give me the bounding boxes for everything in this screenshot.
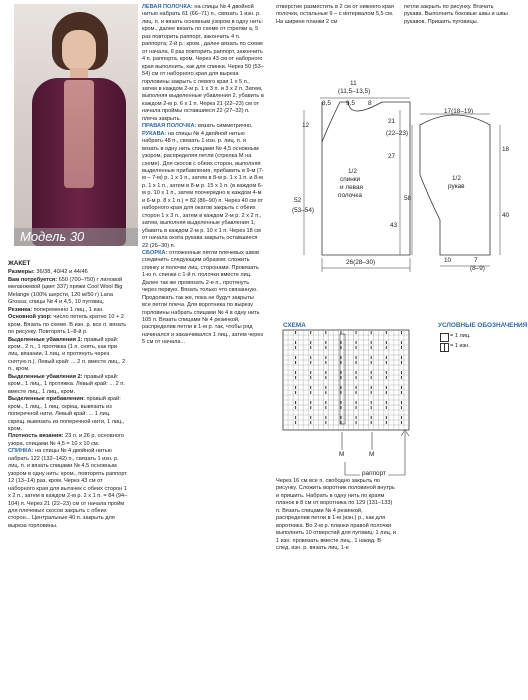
purl-mark [340,341,341,344]
purl-mark [401,421,402,424]
purl-mark [325,371,326,374]
sleeve-top-label: 17(18–19) [444,108,474,115]
body-bottom-label: 26(28–30) [346,259,376,266]
pattern-text: число петель кратно 10 + 2 кром. Вязать по схеме. В изн. р. все п. вязать по рисунку. Повторять 1–8-й р. [8,314,127,336]
legend-knit-box [440,333,449,342]
body-left-label-2: (53–54) [292,207,315,214]
purl-mark [386,416,387,419]
purl-mark [386,421,387,424]
purl-mark [310,386,311,389]
purl-mark [340,376,341,379]
purl-mark [356,371,357,374]
purl-mark [295,421,296,424]
purl-mark [295,406,296,409]
purl-mark [356,401,357,404]
assembly-text: отложенные петли плечевых швов соединить следующим образом: сложить спинку и полочки лиц. сторонами. Провязать 1-ю п. спинки с 1-й п. полочки вместе лиц. Далее так же провязать 2-е п., протянуть через первую. Вязать только что связанную. Продолжать так же, пока не будут закрыты все петли плеча. Для воротника по вырезу горловины набрать спицами № 4 в одну нить 105 п. Вязать спицами № 4 резинкой, распределив петли в 1-м р. так, чтобы ряд начинался и заканчивался 1 лиц., затем через 5 см от начала... [142,249,263,346]
purl-mark [310,401,311,404]
dec2-text: правый край: кром., 1 лиц., 1 протяжка. Левый край: ... 2 п. вместе лиц., 1 лиц., кром. [8,373,125,395]
purl-mark [356,421,357,424]
purl-mark [295,331,296,334]
purl-mark [371,371,372,374]
purl-mark [340,371,341,374]
sleeve-length-label: 40 [502,212,510,219]
purl-mark [401,416,402,419]
purl-mark [356,331,357,334]
purl-mark [295,401,296,404]
purl-mark [401,376,402,379]
body-rightw-label: 8 [368,100,372,107]
body-center-2: спинки [340,176,361,183]
purl-mark [371,341,372,344]
purl-mark [401,406,402,409]
sleeve-bottom-2: 7 [474,257,478,264]
body-center-3: и левая [340,184,363,191]
purl-mark [310,331,311,334]
purl-mark [386,376,387,379]
purl-mark [295,391,296,394]
purl-mark [371,361,372,364]
purl-mark [310,356,311,359]
purl-mark [371,376,372,379]
purl-mark [371,331,372,334]
purl-mark [325,406,326,409]
purl-mark [356,376,357,379]
purl-mark [295,376,296,379]
body-neck-label: 12 [302,122,310,129]
purl-mark [340,401,341,404]
purl-mark [371,391,372,394]
body-arm-label-1: 21 [388,118,396,125]
sleeve-cap-label: 18 [502,146,510,153]
purl-mark [325,341,326,344]
purl-mark [386,331,387,334]
left-front-text: на спицы № 4 двойной нитью набрать 61 (66–71) п., связать 1 изн. р. лиц. п. и вязать основным узором в одну нить: кром., далее вязать по схеме от стрелки а, 5 раз повторить раппорт, закончить 4 п. раппорта; 2-й р.: кром., далее вязать по схеме от начала, 6 раз повторить раппорт, закончить 4 п. раппорта, кром. Через 43 см от наборного края выполнить, как для спинки. Через 50 (53–54) см от наборного края для выреза горловины закрыть с левого края 1 х 5 п., затем в каждом 2-м р. 1 х 3 п. и 3 х 2 п. Затем, выполняя выделенные убавления 2, убавить в каждом 2-м р. 6 х 1 п. Через 21 (22–23) см от начала проймы оставшиеся 22 (27–32) п. плеча закрыть. [142,4,264,122]
purl-mark [295,386,296,389]
purl-mark [386,356,387,359]
purl-mark [356,346,357,349]
purl-mark [340,331,341,334]
purl-mark [310,371,311,374]
purl-mark [356,341,357,344]
purl-mark [325,421,326,424]
purl-mark [295,416,296,419]
purl-mark [386,386,387,389]
purl-mark [310,391,311,394]
dec1-label: Выделенные убавления 1: [8,336,83,343]
purl-mark [310,406,311,409]
purl-mark [325,416,326,419]
purl-mark [386,346,387,349]
sleeves-label: РУКАВА: [142,130,167,137]
purl-mark [340,386,341,389]
purl-mark [371,401,372,404]
schema-title: СХЕМА [283,322,306,329]
purl-mark [401,391,402,394]
right-front-text: вязать симметрично. [196,123,253,130]
purl-mark [401,386,402,389]
purl-mark [310,421,311,424]
legend-purl-label: = 1 изн. [450,343,470,349]
purl-mark [310,361,311,364]
purl-mark [401,361,402,364]
body-midw-label: 9,5 [346,100,355,107]
back-label: СПИНКА: [8,448,34,455]
body-height-label: 43 [390,222,398,229]
repeat-label: раппорт [362,470,386,477]
purl-mark [356,391,357,394]
sleeves-text: на спицы № 4 двойной нитью набрать 48 п., связать 1 изн. р. лиц. п. и вязать в одну нить спицами № 4,5 основным узором, распределяя петли (стрелка М на схеме). Для скосов с обеих сторон, выполняя выделенные прибавления, прибавить в 9-м (7-м – 7-м) р. 1 х 1 п., затем в 8-м р. 1 х 1 п. и 8-м р. 1 х 1 п., затем в 8-м р. 15 х 1 п. (в каждом 6-м р. 10 х 1 п., затем поочередно в каждом 4-м и 6-м р. 8 х 1 п.) = 82 (86–90) п. Через 40 см от наборного края для окатов закрыть с обеих сторон 1 х 3 п., затем в каждом 2-м р. 2 х 2 п., затем, выполняя выделенные убавления 1, убавить в каждом 2-м р. 10 х 1 п. Через 18 см от начала оката рукава закрыть оставшиеся 22 (26–30) п. [142,130,264,249]
purl-mark [310,346,311,349]
purl-mark [325,356,326,359]
density-label: Плотность вязания: [8,433,64,440]
model-caption: Модель 30 [20,229,85,244]
purl-mark [356,386,357,389]
purl-mark [386,361,387,364]
purl-mark [356,361,357,364]
assembly-label: СБОРКА: [142,249,168,256]
purl-mark [356,356,357,359]
pattern-label: Основной узор: [8,314,52,321]
sleeve-bottom-3: (8–9) [470,265,485,272]
body-outline [322,102,410,255]
purl-mark [356,406,357,409]
purl-mark [310,416,311,419]
rib-text: попеременно 1 лиц., 1 изн. [32,306,104,313]
purl-mark [401,341,402,344]
body-center-4: полочка [338,192,362,199]
body-leftw-label: 8,5 [322,100,331,107]
sleeve-left-label: 58 [404,195,412,202]
purl-mark [325,376,326,379]
purl-mark [371,421,372,424]
purl-mark [356,416,357,419]
sleeve-bottom-1: 10 [444,257,452,264]
sizes-label: Размеры: [8,269,35,276]
purl-mark [401,401,402,404]
purl-mark [295,346,296,349]
purl-mark [371,406,372,409]
purl-mark [401,356,402,359]
body-top-sub-label: 11 [350,80,357,87]
purl-mark [295,371,296,374]
materials-text: 650 (700–750) г лиловой меланжевой (цвет 337) пряжи Cool Wool Big Melange (100% шерсти, 120 м/50 г) Lana Grossa; спицы № 4 и 4,5, 10 пуговиц. [8,276,123,306]
arrow-m1-label: М [339,451,345,458]
dec1-text: правый край: кром., 2 п., 1 протяжка (1 п. снять, как при лиц. вязании, 1 лиц. и протянуть через снятую п.). Левый край: ... 2 п. вместе лиц., 2 п., кром. [8,336,126,373]
sizes-text: 36/38, 40/42 и 44/46 [34,269,88,276]
article-title: ЖАКЕТ [8,260,31,267]
col3-text-bottom: Через 16 см все п. свободно закрыть по рисунку. Сложить воротник половиной внутрь и пришить. Набрать в одну нить по краям планок в 8 см от воротника по 129 (131–133) п. Вязать спицами № 4 резинкой, распределив петли в 1-м (изн.) р., как для воротника. Во 2-м р. планки правой полочки выполнить 10 отверстий для пуговиц: 1 лиц. и 1 изн. провязать вместе лиц., 1 накид. В след. изн. р. вязать лиц. 1-е [276,478,396,552]
purl-mark [401,331,402,334]
body-center-1: 1/2 [348,168,357,175]
left-front-label: ЛЕВАЯ ПОЛОЧКА: [142,4,193,10]
back-text: на спицы № 4 двойной нитью набрать 122 (132–142) п., связать 1 изн. р. лиц. п. и вязать спицами № 4,5 основным узором в одну нить: кром., повторять раппорт 12 (13–14) раз, кром. Через 43 см от наборного края для вытачек с обеих сторон 1 х 2 п., затем в каждом 2-м р. 2 х 1 п. = 84 (94–104) п. Через 21 (22–23) см от начала пройм для плечевых скосов закрыть с обеих сторон... Центральные 40 п. закрыть для выреза горловины. [8,448,128,529]
purl-mark [401,371,402,374]
col3-text-top: отверстие разместить в 2 см от нижнего края полочки, остальные 9 – с интервалом 5,5 см. На ширине планки 2 см [276,4,394,25]
legend-purl-box [440,343,449,352]
purl-mark [325,331,326,334]
purl-mark [371,356,372,359]
purl-mark [371,416,372,419]
dec2-label: Выделенные убавления 2: [8,373,83,380]
purl-mark [386,391,387,394]
purl-mark [295,356,296,359]
purl-mark [340,421,341,424]
arrow-m2-label: М [369,451,375,458]
purl-mark [386,406,387,409]
legend-knit-label: = 1 лиц. [450,333,471,339]
purl-mark [401,346,402,349]
inc-text: правый край: кром., 1 лиц., 1 лиц. скрещ. вывязать из поперечной нити. Левый край: ... 1 лиц. скрещ. вывязать из поперечной нити, 1 лиц., кром. [8,396,125,432]
grid-lines [283,330,409,430]
body-arm-label-2: (22–23) [386,130,409,137]
purl-mark [325,386,326,389]
purl-mark [310,376,311,379]
purl-mark [340,356,341,359]
purl-mark [325,401,326,404]
purl-mark [371,346,372,349]
sleeve-center-1: 1/2 [452,175,461,182]
purl-mark [295,361,296,364]
right-front-label: ПРАВАЯ ПОЛОЧКА: [142,123,197,130]
purl-mark [310,341,311,344]
purl-mark [340,361,341,364]
purl-mark [386,341,387,344]
col4-text-top: петли закрыть по рисунку. Втачать рукава. Выполнить боковые швы и швы рукавов. Пришить пуговицы. [404,4,508,25]
purl-mark [340,346,341,349]
purl-mark [386,371,387,374]
density-text: 23 п. и 26 р. основного узора, спицами № 4,5 = 10 х 10 см. [8,433,124,447]
sleeve-center-2: рукав [448,183,465,190]
purl-mark [371,386,372,389]
purl-mark [340,416,341,419]
purl-mark [325,361,326,364]
inc-label: Выделенные прибавления: [8,396,85,403]
purl-mark [386,401,387,404]
body-top-label: (11,5–13,5) [338,88,371,95]
legend-title: УСЛОВНЫЕ ОБОЗНАЧЕНИЯ [438,322,528,329]
repeat-bracket [345,432,405,475]
purl-mark [295,341,296,344]
purl-mark [340,406,341,409]
materials-label: Вам потребуется: [8,276,58,283]
body-left-label-1: 52 [294,197,302,204]
schema-grid [283,330,409,475]
body-right-label: 27 [388,153,396,160]
rib-label: Резинка: [8,306,33,313]
purl-mark [325,391,326,394]
purl-mark [340,391,341,394]
purl-mark [325,346,326,349]
